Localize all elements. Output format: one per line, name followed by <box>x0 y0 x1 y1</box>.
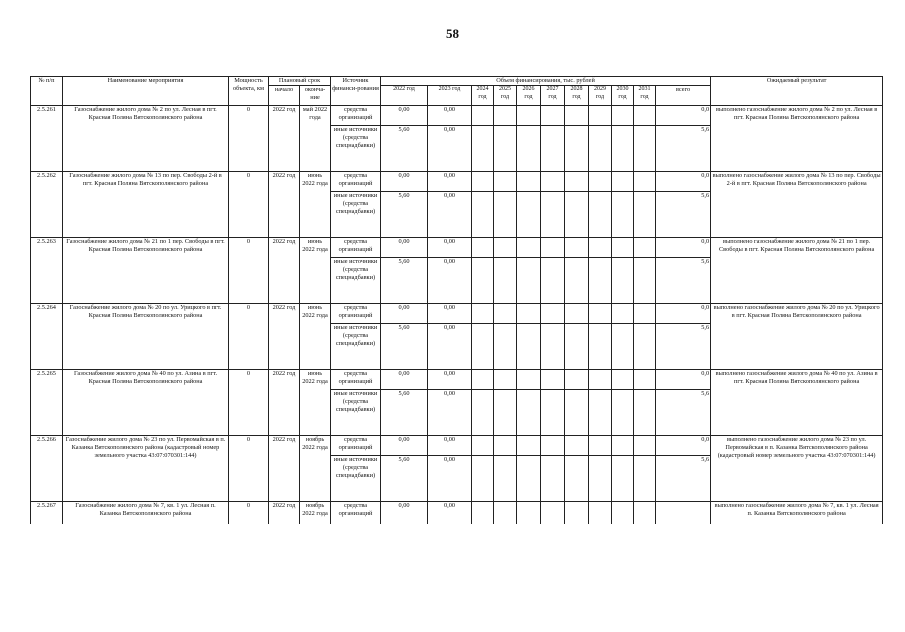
header-result: Ожидаемый результат <box>711 77 883 106</box>
empty-year-cell <box>634 304 656 324</box>
start-date: 2022 год <box>269 370 300 436</box>
header-year: 2024 год <box>472 86 494 106</box>
empty-year-cell <box>634 106 656 126</box>
value-2023: 0,00 <box>428 172 472 192</box>
empty-year-cell <box>565 172 589 192</box>
empty-year-cell <box>656 502 711 524</box>
empty-year-cell <box>494 126 517 172</box>
empty-year-cell <box>612 456 634 502</box>
value-total: 0,0 <box>656 106 711 126</box>
empty-year-cell <box>494 258 517 304</box>
empty-year-cell <box>472 258 494 304</box>
expected-result: выполнено газоснабжение жилого дома № 7, кв. 1 ул. Лесная п. Казанка Вятскополянского района <box>711 502 883 524</box>
value-total: 5,6 <box>656 258 711 304</box>
empty-year-cell <box>472 126 494 172</box>
funding-source: иные источники (средства спецнадбавки) <box>331 126 381 172</box>
expected-result: выполнено газоснабжение жилого дома № 23 по ул. Первомайская в п. Казанка Вятскополянского района (кадастровый номер земельного участка 43:07:070301:144) <box>711 436 883 502</box>
end-date: июнь 2022 года <box>300 370 331 436</box>
row-number: 2.5.263 <box>31 238 63 304</box>
empty-year-cell <box>634 126 656 172</box>
measure-name: Газоснабжение жилого дома № 23 по ул. Первомайская в п. Казанка Вятскополянского района (кадастровый номер земельного участка 43:07:070301:144) <box>63 436 229 502</box>
empty-year-cell <box>517 370 541 390</box>
empty-year-cell <box>472 238 494 258</box>
empty-year-cell <box>472 390 494 436</box>
value-2023: 0,00 <box>428 436 472 456</box>
empty-year-cell <box>565 258 589 304</box>
start-date: 2022 год <box>269 304 300 370</box>
header-end: оконча-ние <box>300 86 331 106</box>
empty-year-cell <box>565 106 589 126</box>
empty-year-cell <box>541 258 565 304</box>
funding-source: средства организаций <box>331 304 381 324</box>
expected-result: выполнено газоснабжение жилого дома № 40 по ул. Азина в пгт. Красная Поляна Вятскополянского района <box>711 370 883 436</box>
table-row <box>31 238 883 258</box>
value-2022: 0,00 <box>381 238 428 258</box>
row-number: 2.5.264 <box>31 304 63 370</box>
empty-year-cell <box>612 172 634 192</box>
value-2022: 0,00 <box>381 502 428 524</box>
empty-year-cell <box>541 324 565 370</box>
header-funding: Объем финансирования, тыс. рублей <box>381 77 711 86</box>
value-total: 0,0 <box>656 436 711 456</box>
value-2022: 0,00 <box>381 370 428 390</box>
empty-year-cell <box>494 370 517 390</box>
capacity-value: 0 <box>229 238 269 304</box>
empty-year-cell <box>612 436 634 456</box>
empty-year-cell <box>517 126 541 172</box>
value-2023: 0,00 <box>428 390 472 436</box>
table-row <box>31 436 883 456</box>
empty-year-cell <box>612 370 634 390</box>
value-total: 0,0 <box>656 370 711 390</box>
empty-year-cell <box>612 126 634 172</box>
empty-year-cell <box>634 238 656 258</box>
capacity-value: 0 <box>229 436 269 502</box>
header-capacity: Мощность объекта, км <box>229 77 269 106</box>
empty-year-cell <box>589 502 612 524</box>
value-2022: 0,00 <box>381 106 428 126</box>
value-2022: 5,60 <box>381 192 428 238</box>
empty-year-cell <box>472 324 494 370</box>
header-source: Источник финанси-рования <box>331 77 381 106</box>
start-date: 2022 год <box>269 238 300 304</box>
empty-year-cell <box>612 258 634 304</box>
empty-year-cell <box>494 436 517 456</box>
empty-year-cell <box>541 106 565 126</box>
value-2023: 0,00 <box>428 324 472 370</box>
header-total: всего <box>656 86 711 106</box>
empty-year-cell <box>589 238 612 258</box>
empty-year-cell <box>565 324 589 370</box>
value-total: 5,6 <box>656 390 711 436</box>
value-2023: 0,00 <box>428 370 472 390</box>
table-row <box>31 172 883 192</box>
empty-year-cell <box>494 192 517 238</box>
value-total: 5,6 <box>656 456 711 502</box>
empty-year-cell <box>589 106 612 126</box>
header-start: начало <box>269 86 300 106</box>
end-date: ноябрь 2022 года <box>300 436 331 502</box>
funding-source: средства организаций <box>331 502 381 524</box>
empty-year-cell <box>517 390 541 436</box>
empty-year-cell <box>589 370 612 390</box>
value-2022: 5,60 <box>381 126 428 172</box>
value-2023: 0,00 <box>428 258 472 304</box>
empty-year-cell <box>472 502 494 524</box>
empty-year-cell <box>634 258 656 304</box>
empty-year-cell <box>541 390 565 436</box>
empty-year-cell <box>541 126 565 172</box>
empty-year-cell <box>472 304 494 324</box>
header-year: 2025 год <box>494 86 517 106</box>
funding-source: иные источники (средства спецнадбавки) <box>331 456 381 502</box>
funding-source: иные источники (средства спецнадбавки) <box>331 258 381 304</box>
value-2023: 0,00 <box>428 238 472 258</box>
empty-year-cell <box>589 390 612 436</box>
empty-year-cell <box>541 238 565 258</box>
capacity-value: 0 <box>229 106 269 172</box>
expected-result: выполнено газоснабжение жилого дома № 21 по 1 пер. Свободы в пгт. Красная Поляна Вятскополянского района <box>711 238 883 304</box>
empty-year-cell <box>517 192 541 238</box>
empty-year-cell <box>472 172 494 192</box>
header-name: Наименование мероприятия <box>63 77 229 106</box>
empty-year-cell <box>634 324 656 370</box>
table-row <box>31 370 883 390</box>
empty-year-cell <box>612 324 634 370</box>
start-date: 2022 год <box>269 436 300 502</box>
funding-source: средства организаций <box>331 238 381 258</box>
empty-year-cell <box>494 172 517 192</box>
header-year: 2031 год <box>634 86 656 106</box>
measure-name: Газоснабжение жилого дома № 7, кв. 1 ул. Лесная п. Казанка Вятскополянского района <box>63 502 229 524</box>
empty-year-cell <box>517 502 541 524</box>
empty-year-cell <box>565 456 589 502</box>
value-2023: 0,00 <box>428 304 472 324</box>
empty-year-cell <box>541 370 565 390</box>
start-date: 2022 год <box>269 502 300 524</box>
end-date: ноябрь 2022 года <box>300 502 331 524</box>
empty-year-cell <box>612 238 634 258</box>
funding-source: иные источники (средства спецнадбавки) <box>331 390 381 436</box>
empty-year-cell <box>541 192 565 238</box>
value-total: 5,6 <box>656 192 711 238</box>
empty-year-cell <box>541 172 565 192</box>
empty-year-cell <box>517 456 541 502</box>
empty-year-cell <box>517 258 541 304</box>
row-number: 2.5.262 <box>31 172 63 238</box>
end-date: июнь 2022 года <box>300 304 331 370</box>
empty-year-cell <box>612 304 634 324</box>
capacity-value: 0 <box>229 370 269 436</box>
empty-year-cell <box>589 258 612 304</box>
table-row <box>31 304 883 324</box>
empty-year-cell <box>472 192 494 238</box>
header-year: 2029 год <box>589 86 612 106</box>
empty-year-cell <box>494 456 517 502</box>
value-total: 5,6 <box>656 126 711 172</box>
empty-year-cell <box>612 192 634 238</box>
empty-year-cell <box>565 192 589 238</box>
empty-year-cell <box>634 502 656 524</box>
row-number: 2.5.267 <box>31 502 63 524</box>
row-number: 2.5.266 <box>31 436 63 502</box>
measure-name: Газоснабжение жилого дома № 40 по ул. Азина в пгт. Красная Поляна Вятскополянского района <box>63 370 229 436</box>
empty-year-cell <box>565 370 589 390</box>
empty-year-cell <box>589 456 612 502</box>
empty-year-cell <box>494 502 517 524</box>
empty-year-cell <box>541 304 565 324</box>
empty-year-cell <box>517 238 541 258</box>
end-date: июнь 2022 года <box>300 238 331 304</box>
funding-source: средства организаций <box>331 106 381 126</box>
expected-result: выполнено газоснабжение жилого дома № 20 по ул. Урицкого в пгт. Красная Поляна Вятскополянского района <box>711 304 883 370</box>
value-2022: 5,60 <box>381 324 428 370</box>
empty-year-cell <box>565 126 589 172</box>
measure-name: Газоснабжение жилого дома № 21 по 1 пер. Свободы в пгт. Красная Поляна Вятскополянского района <box>63 238 229 304</box>
empty-year-cell <box>589 436 612 456</box>
value-2022: 0,00 <box>381 304 428 324</box>
empty-year-cell <box>565 304 589 324</box>
header-year: 2027 год <box>541 86 565 106</box>
empty-year-cell <box>589 192 612 238</box>
expected-result: выполнено газоснабжение жилого дома № 2 по ул. Лесная в пгт. Красная Поляна Вятскополянского района <box>711 106 883 172</box>
empty-year-cell <box>589 126 612 172</box>
capacity-value: 0 <box>229 172 269 238</box>
empty-year-cell <box>589 304 612 324</box>
empty-year-cell <box>541 502 565 524</box>
empty-year-cell <box>565 502 589 524</box>
empty-year-cell <box>494 106 517 126</box>
measure-name: Газоснабжение жилого дома № 20 по ул. Урицкого в пгт. Красная Поляна Вятскополянского района <box>63 304 229 370</box>
start-date: 2022 год <box>269 172 300 238</box>
empty-year-cell <box>494 238 517 258</box>
empty-year-cell <box>517 324 541 370</box>
value-2023: 0,00 <box>428 192 472 238</box>
value-total: 0,0 <box>656 304 711 324</box>
header-year: 2023 год <box>428 86 472 106</box>
end-date: июнь 2022 года <box>300 172 331 238</box>
measure-name: Газоснабжение жилого дома № 2 по ул. Лесная в пгт. Красная Поляна Вятскополянского района <box>63 106 229 172</box>
header-num: № п/п <box>31 77 63 106</box>
empty-year-cell <box>541 436 565 456</box>
empty-year-cell <box>634 192 656 238</box>
row-number: 2.5.261 <box>31 106 63 172</box>
value-total: 0,0 <box>656 238 711 258</box>
empty-year-cell <box>634 172 656 192</box>
header-year: 2022 год <box>381 86 428 106</box>
row-number: 2.5.265 <box>31 370 63 436</box>
empty-year-cell <box>565 436 589 456</box>
value-2022: 5,60 <box>381 258 428 304</box>
header-year: 2028 год <box>565 86 589 106</box>
empty-year-cell <box>517 106 541 126</box>
empty-year-cell <box>589 172 612 192</box>
empty-year-cell <box>472 436 494 456</box>
funding-source: средства организаций <box>331 436 381 456</box>
header-year: 2030 год <box>612 86 634 106</box>
empty-year-cell <box>517 304 541 324</box>
start-date: 2022 год <box>269 106 300 172</box>
funding-source: иные источники (средства спецнадбавки) <box>331 192 381 238</box>
value-2022: 5,60 <box>381 390 428 436</box>
empty-year-cell <box>589 324 612 370</box>
empty-year-cell <box>565 238 589 258</box>
empty-year-cell <box>494 390 517 436</box>
funding-source: средства организаций <box>331 172 381 192</box>
value-2023: 0,00 <box>428 456 472 502</box>
capacity-value: 0 <box>229 502 269 524</box>
empty-year-cell <box>612 502 634 524</box>
value-2023: 0,00 <box>428 502 472 524</box>
empty-year-cell <box>634 456 656 502</box>
empty-year-cell <box>612 390 634 436</box>
empty-year-cell <box>472 106 494 126</box>
capacity-value: 0 <box>229 304 269 370</box>
value-total: 5,6 <box>656 324 711 370</box>
empty-year-cell <box>634 390 656 436</box>
empty-year-cell <box>565 390 589 436</box>
empty-year-cell <box>634 436 656 456</box>
empty-year-cell <box>494 304 517 324</box>
empty-year-cell <box>541 456 565 502</box>
empty-year-cell <box>472 370 494 390</box>
table-row <box>31 106 883 126</box>
value-2023: 0,00 <box>428 126 472 172</box>
expected-result: выполнено газоснабжение жилого дома № 13 по пер. Свободы 2-й в пгт. Красная Поляна Вятскополянского района <box>711 172 883 238</box>
measure-name: Газоснабжение жилого дома № 13 по пер. Свободы 2-й в пгт. Красная Поляна Вятскополянского района <box>63 172 229 238</box>
page-number: 58 <box>446 26 459 41</box>
value-total: 0,0 <box>656 172 711 192</box>
empty-year-cell <box>472 456 494 502</box>
table-row <box>31 502 883 524</box>
empty-year-cell <box>612 106 634 126</box>
empty-year-cell <box>634 370 656 390</box>
header-year: 2026 год <box>517 86 541 106</box>
value-2022: 0,00 <box>381 172 428 192</box>
end-date: май 2022 года <box>300 106 331 172</box>
empty-year-cell <box>517 436 541 456</box>
value-2022: 5,60 <box>381 456 428 502</box>
empty-year-cell <box>494 324 517 370</box>
value-2022: 0,00 <box>381 436 428 456</box>
value-2023: 0,00 <box>428 106 472 126</box>
header-planned-term: Плановый срок <box>269 77 331 86</box>
funding-source: средства организаций <box>331 370 381 390</box>
funding-source: иные источники (средства спецнадбавки) <box>331 324 381 370</box>
empty-year-cell <box>517 172 541 192</box>
funding-table <box>30 76 883 524</box>
